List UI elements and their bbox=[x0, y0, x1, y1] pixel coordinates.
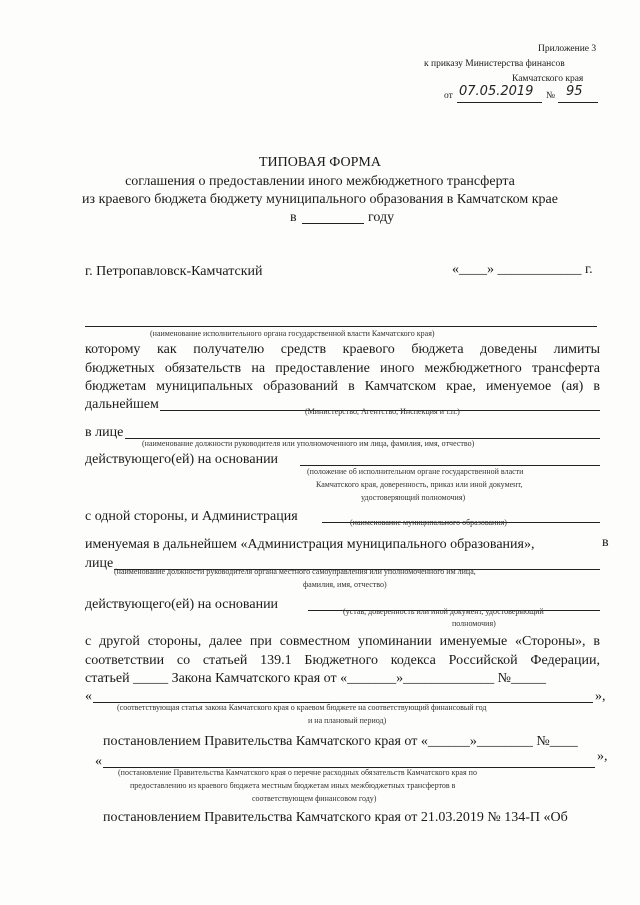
last-line: постановлением Правительства Камчатского края от 21.03.2019 № 134-П «Об bbox=[103, 810, 568, 825]
acting-label: действующего(ей) на основании bbox=[85, 452, 279, 467]
decree-line: постановлением Правительства Камчатского края от «______»________ №____ bbox=[103, 734, 578, 749]
p1-line2: бюджетных обязательств на предоставление иного межбюджетного трансферта bbox=[85, 361, 600, 376]
named-tail: в bbox=[602, 535, 609, 550]
quote-end-2: », bbox=[597, 749, 608, 764]
caption-basis-3: удостоверяющий полномочия) bbox=[361, 493, 466, 502]
one-side-label: с одной стороны, и Администрация bbox=[85, 509, 298, 524]
caption-decree-1: (постановление Правительства Камчатского края о перечне расходных обязательств Камчатского края по bbox=[118, 768, 477, 777]
caption-decree-3: соответствующем финансовом году) bbox=[252, 794, 377, 803]
other-line3: статьей _____ Закона Камчатского края от «_______»_____________ №_____ bbox=[85, 671, 546, 686]
title-sub1: соглашения о предоставлении иного межбюджетного трансферта bbox=[125, 174, 515, 189]
title-sub2: из краевого бюджета бюджету муниципального образования в Камчатском крае bbox=[82, 192, 558, 207]
caption-mo-head-2: фамилия, имя, отчество) bbox=[303, 580, 387, 589]
place-date: «____» ____________ г. bbox=[452, 262, 593, 277]
in-person-label: в лице bbox=[85, 425, 124, 440]
in-person2-label: лице bbox=[85, 556, 114, 571]
quote-line-2: « bbox=[95, 754, 102, 769]
caption-basis2-2: полномочия) bbox=[452, 619, 496, 628]
header-line3: Камчатского края bbox=[512, 74, 584, 84]
document-title: ТИПОВАЯ ФОРМА bbox=[259, 155, 381, 170]
caption-ministry: (Министерство, Агентство, Инспекция и т.п.) bbox=[305, 407, 460, 416]
caption-position: (наименование должности руководителя или уполномоченного им лица, фамилия, имя, отчество) bbox=[142, 439, 475, 448]
p1-line1: которому как получателю средств краевого бюджета доведены лимиты bbox=[85, 342, 600, 357]
named-label: именуемая в дальнейшем «Администрация муниципального образования», bbox=[85, 537, 535, 552]
caption-basis-1: (положение об исполнительном органе государственной власти bbox=[307, 467, 524, 476]
header-date-value: 07.05.2019 bbox=[459, 84, 534, 99]
caption-mo: (наименование муниципального образования) bbox=[350, 518, 507, 527]
header-date-prefix: от bbox=[444, 91, 453, 101]
caption-basis-2: Камчатского края, доверенность, приказ или иной документ, bbox=[316, 480, 523, 489]
place-city: г. Петропавловск-Камчатский bbox=[85, 264, 263, 279]
quote-end-1: », bbox=[595, 689, 606, 704]
title-sub3-prefix: в bbox=[290, 210, 297, 225]
caption-basis2-1: (устав, доверенность или иной документ, удостоверяющий bbox=[343, 607, 544, 616]
p1-line3: бюджетам муниципальных образований в Камчатском крае, именуемое (ая) в bbox=[85, 379, 600, 394]
title-sub3-suffix: году bbox=[368, 210, 395, 225]
other-line2: соответствии со статьей 139.1 Бюджетного кодекса Российской Федерации, bbox=[85, 653, 600, 668]
p1-line4: дальнейшем bbox=[85, 397, 159, 412]
quote-line-1: « bbox=[85, 689, 92, 704]
caption-mo-head-1: (наименование должности руководителя органа местного самоуправления или уполномоченного им лица, bbox=[114, 567, 476, 576]
other-line1: с другой стороны, далее при совместном упоминании именуемые «Стороны», в bbox=[85, 634, 600, 649]
caption-law-1: (соответствующая статья закона Камчатского края о краевом бюджете на соответствующий финансовый год bbox=[117, 703, 487, 712]
header-line1: Приложение 3 bbox=[538, 44, 597, 54]
caption-decree-2: предоставлению из краевого бюджета местным бюджетам иных межбюджетных трансфертов в bbox=[130, 781, 456, 790]
header-num-prefix: № bbox=[546, 91, 556, 101]
acting2-label: действующего(ей) на основании bbox=[85, 597, 279, 612]
caption-law-2: и на плановый период) bbox=[308, 716, 387, 725]
caption-org: (наименование исполнительного органа государственной власти Камчатского края) bbox=[150, 329, 435, 338]
header-num-value: 95 bbox=[566, 84, 583, 99]
header-line2: к приказу Министерства финансов bbox=[424, 59, 565, 69]
